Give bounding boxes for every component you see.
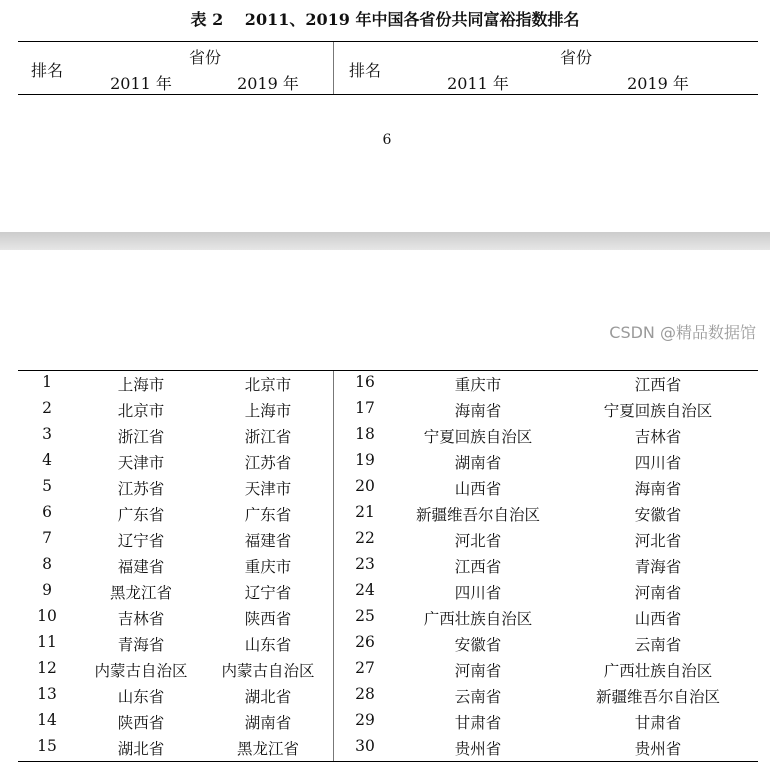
province-2011-cell: 吉林省 (117, 610, 165, 628)
province-2019-cell: 河南省 (634, 584, 682, 602)
province-2019-cell: 海南省 (634, 480, 682, 498)
province-2011-cell: 湖南省 (454, 454, 502, 472)
table-row (0, 581, 770, 607)
province-2019-cell: 北京市 (244, 376, 292, 394)
province-2011-cell: 黑龙江省 (109, 584, 173, 602)
header-rank-left: 排名 (30, 61, 64, 80)
province-2019-cell: 湖北省 (244, 688, 292, 706)
province-2011-cell: 山东省 (117, 688, 165, 706)
province-2011-cell: 江西省 (454, 558, 502, 576)
watermark: CSDN @精品数据馆 (609, 323, 756, 342)
province-2011-cell: 新疆维吾尔自治区 (415, 506, 541, 524)
header-2019-right: 2019 年 (627, 74, 689, 93)
header-rank-right: 排名 (348, 61, 382, 80)
province-2011-cell: 山西省 (454, 480, 502, 498)
province-2019-cell: 吉林省 (634, 428, 682, 446)
rank-cell: 27 (355, 659, 375, 677)
table-row (0, 711, 770, 737)
province-2011-cell: 浙江省 (117, 428, 165, 446)
province-2011-cell: 海南省 (454, 402, 502, 420)
table-title: 表 2 2011、2019 年中国各省份共同富裕指数排名 (190, 10, 580, 29)
province-2019-cell: 天津市 (244, 480, 292, 498)
table-row (0, 425, 770, 451)
province-2011-cell: 广东省 (117, 506, 165, 524)
rank-cell: 7 (42, 529, 52, 547)
province-2011-cell: 四川省 (454, 584, 502, 602)
rank-cell: 23 (355, 555, 375, 573)
province-2011-cell: 陕西省 (117, 714, 165, 732)
province-2011-cell: 江苏省 (117, 480, 165, 498)
header-2019-left: 2019 年 (237, 74, 299, 93)
province-2019-cell: 江苏省 (244, 454, 292, 472)
province-2019-cell: 贵州省 (634, 740, 682, 758)
rank-cell: 1 (42, 373, 52, 391)
table-row (0, 737, 770, 763)
province-2011-cell: 湖北省 (117, 740, 165, 758)
page-separator (0, 232, 770, 250)
province-2019-cell: 重庆市 (244, 558, 292, 576)
table-row (0, 477, 770, 503)
table-row (0, 373, 770, 399)
province-2011-cell: 青海省 (117, 636, 165, 654)
province-2011-cell: 内蒙古自治区 (94, 662, 188, 680)
table-row (0, 685, 770, 711)
province-2019-cell: 新疆维吾尔自治区 (595, 688, 721, 706)
province-2019-cell: 广西壮族自治区 (603, 662, 713, 680)
rank-cell: 10 (37, 607, 57, 625)
province-2019-cell: 山东省 (244, 636, 292, 654)
rank-cell: 6 (42, 503, 52, 521)
province-2011-cell: 北京市 (117, 402, 165, 420)
province-2011-cell: 安徽省 (454, 636, 502, 654)
province-2011-cell: 云南省 (454, 688, 502, 706)
rank-cell: 18 (355, 425, 375, 443)
province-2011-cell: 上海市 (117, 376, 165, 394)
province-2019-cell: 上海市 (244, 402, 292, 420)
rank-cell: 9 (42, 581, 52, 599)
header-province-left: 省份 (188, 48, 222, 67)
province-2011-cell: 重庆市 (454, 376, 502, 394)
rank-cell: 19 (355, 451, 375, 469)
table-row (0, 633, 770, 659)
rank-cell: 25 (355, 607, 375, 625)
province-2011-cell: 天津市 (117, 454, 165, 472)
header-top-rule (18, 41, 758, 42)
province-2019-cell: 黑龙江省 (236, 740, 300, 758)
rank-cell: 4 (42, 451, 52, 469)
table-bottom-rule (18, 761, 758, 762)
page-number: 6 (382, 132, 392, 148)
province-2011-cell: 宁夏回族自治区 (423, 428, 533, 446)
rank-cell: 5 (42, 477, 52, 495)
province-2011-cell: 福建省 (117, 558, 165, 576)
rank-cell: 20 (355, 477, 375, 495)
rank-cell: 29 (355, 711, 375, 729)
rank-cell: 12 (37, 659, 57, 677)
province-2011-cell: 河北省 (454, 532, 502, 550)
table-row (0, 659, 770, 685)
province-2011-cell: 广西壮族自治区 (423, 610, 533, 628)
header-2011-right: 2011 年 (447, 74, 509, 93)
rank-cell: 11 (37, 633, 57, 651)
rank-cell: 16 (355, 373, 375, 391)
header-divider (333, 42, 334, 94)
rank-cell: 2 (42, 399, 52, 417)
table-row (0, 503, 770, 529)
rank-cell: 3 (42, 425, 52, 443)
rank-cell: 14 (37, 711, 57, 729)
rank-cell: 17 (355, 399, 375, 417)
rank-cell: 13 (37, 685, 57, 703)
province-2019-cell: 浙江省 (244, 428, 292, 446)
province-2019-cell: 四川省 (634, 454, 682, 472)
header-2011-left: 2011 年 (110, 74, 172, 93)
rank-cell: 15 (37, 737, 57, 755)
table-row (0, 555, 770, 581)
rank-cell: 28 (355, 685, 375, 703)
province-2019-cell: 福建省 (244, 532, 292, 550)
province-2019-cell: 甘肃省 (634, 714, 682, 732)
province-2011-cell: 贵州省 (454, 740, 502, 758)
province-2019-cell: 河北省 (634, 532, 682, 550)
rank-cell: 8 (42, 555, 52, 573)
province-2019-cell: 陕西省 (244, 610, 292, 628)
province-2011-cell: 河南省 (454, 662, 502, 680)
province-2019-cell: 辽宁省 (244, 584, 292, 602)
province-2019-cell: 湖南省 (244, 714, 292, 732)
province-2019-cell: 内蒙古自治区 (221, 662, 315, 680)
province-2011-cell: 甘肃省 (454, 714, 502, 732)
province-2019-cell: 宁夏回族自治区 (603, 402, 713, 420)
header-bottom-rule (18, 94, 758, 95)
province-2019-cell: 安徽省 (634, 506, 682, 524)
rank-cell: 22 (355, 529, 375, 547)
province-2019-cell: 云南省 (634, 636, 682, 654)
rank-cell: 21 (355, 503, 375, 521)
rank-cell: 24 (355, 581, 375, 599)
table-top-rule (18, 370, 758, 371)
province-2019-cell: 青海省 (634, 558, 682, 576)
table-row (0, 529, 770, 555)
table-row (0, 607, 770, 633)
table-row (0, 451, 770, 477)
rank-cell: 30 (355, 737, 375, 755)
table-row (0, 399, 770, 425)
province-2019-cell: 江西省 (634, 376, 682, 394)
header-province-right: 省份 (559, 48, 593, 67)
province-2019-cell: 广东省 (244, 506, 292, 524)
province-2011-cell: 辽宁省 (117, 532, 165, 550)
province-2019-cell: 山西省 (634, 610, 682, 628)
rank-cell: 26 (355, 633, 375, 651)
